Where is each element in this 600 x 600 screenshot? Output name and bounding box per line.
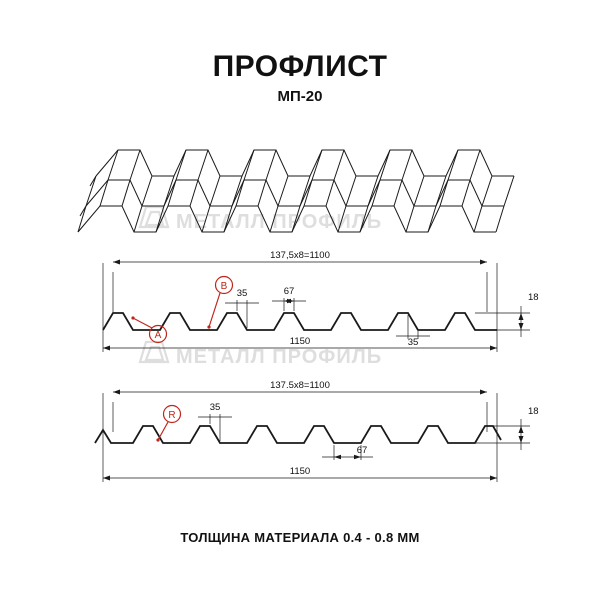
inner-dim-35-top: 35	[236, 288, 248, 299]
inner-dim-35-bottom: 35	[407, 337, 419, 348]
callout-r	[156, 406, 180, 442]
watermark-text-lower: МЕТАЛЛ ПРОФИЛЬ	[176, 346, 383, 368]
height-label-2: 18	[528, 406, 539, 417]
inner-dim-35-bottom-profile: 35	[209, 402, 221, 413]
watermark-text-upper: МЕТАЛЛ ПРОФИЛЬ	[176, 211, 383, 233]
isometric-sheet-view	[78, 150, 514, 232]
top-dimension-label-1: 137,5x8=1100	[270, 250, 330, 261]
inner-dim-67-bottom-profile: 67	[356, 445, 368, 456]
profile-bottom-drawing	[95, 380, 539, 482]
callout-r-label: R	[168, 410, 176, 421]
top-dimension-label-2: 137.5x8=1100	[270, 380, 330, 391]
bottom-dimension-label-1: 1150	[289, 336, 311, 347]
watermark-upper	[140, 207, 382, 233]
height-label-1: 18	[528, 292, 539, 303]
callout-b	[207, 277, 232, 329]
thickness-note: ТОЛЩИНА МАТЕРИАЛА 0.4 - 0.8 ММ	[180, 530, 420, 545]
callout-b-label: B	[220, 281, 228, 292]
page-subtitle: МП-20	[277, 88, 323, 105]
profile-top-drawing	[103, 250, 539, 352]
inner-dim-67-top: 67	[283, 286, 295, 297]
watermark-lower	[140, 342, 382, 368]
bottom-dimension-label-2: 1150	[289, 466, 311, 477]
page-title: ПРОФЛИСТ	[212, 50, 388, 83]
callout-a-label: A	[154, 330, 162, 341]
